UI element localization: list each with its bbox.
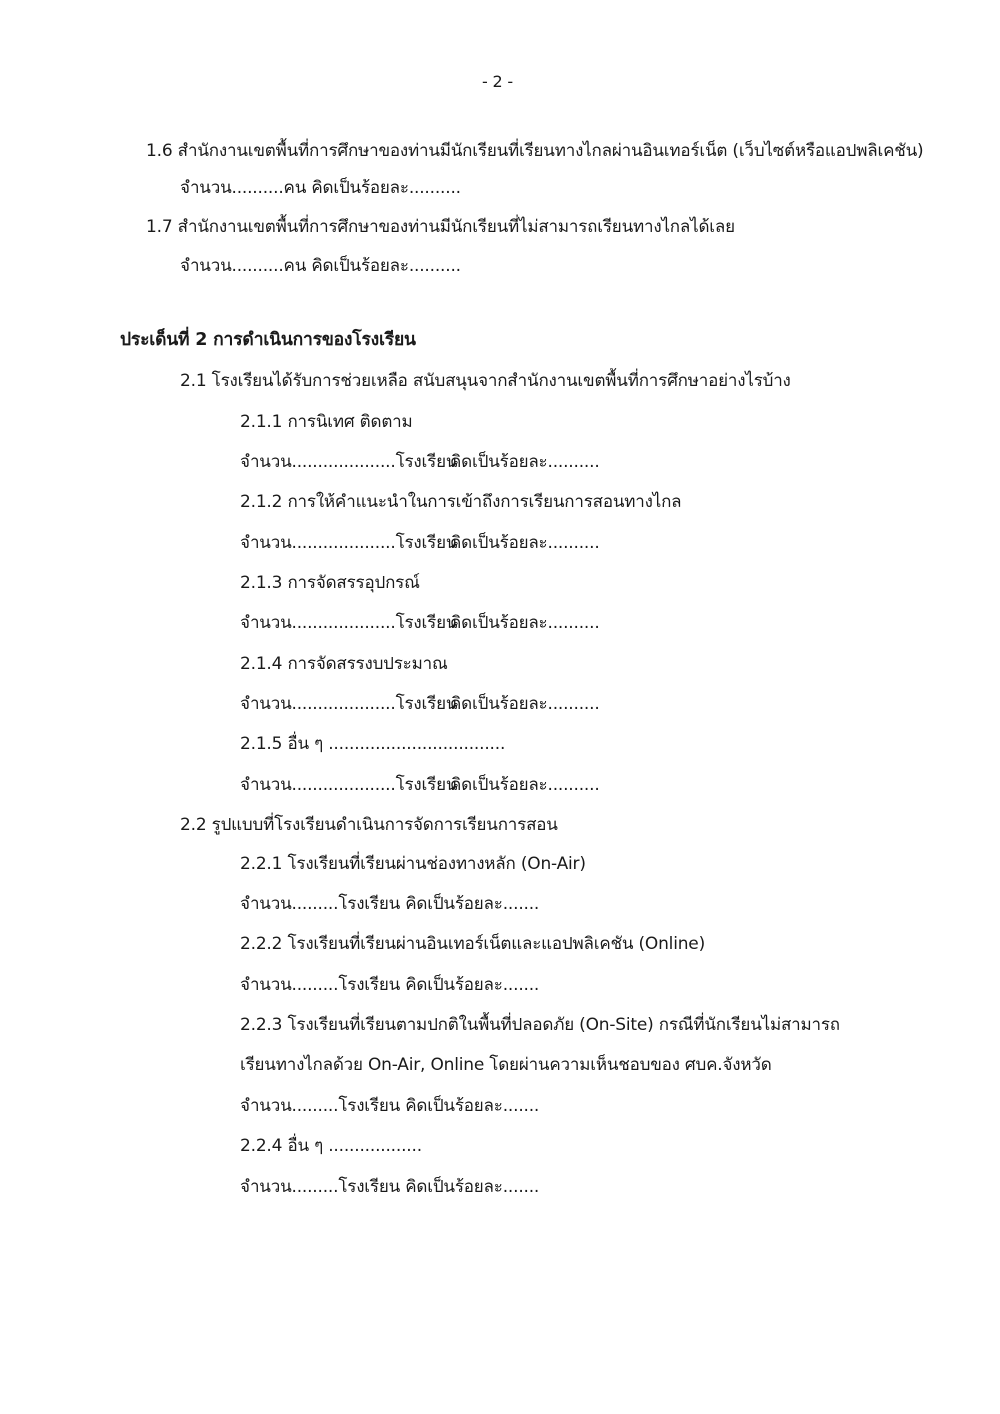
item-2-1-1-percent: คิดเป็นร้อยละ.......... (450, 452, 600, 472)
item-2-1-3-label: 2.1.3 การจัดสรรอุปกรณ์ (240, 573, 420, 593)
item-2-1-1-label: 2.1.1 การนิเทศ ติดตาม (240, 412, 413, 432)
item-2-1-2-count: จำนวน....................โรงเรียน (240, 533, 458, 553)
item-2-1-1-count-row (240, 450, 600, 474)
item-2-1-2-count-row (240, 531, 600, 555)
item-2-1-5-percent: คิดเป็นร้อยละ.......... (450, 775, 600, 795)
item-2-1-4-count-row (240, 692, 600, 716)
item-2-2-3-label-continued: เรียนทางไกลด้วย On-Air, Online โดยผ่านความเห็นชอบของ ศบค.จังหวัด (240, 1055, 772, 1075)
item-2-1-4-count: จำนวน....................โรงเรียน (240, 694, 458, 714)
item-1-6-count: จำนวน..........คน คิดเป็นร้อยละ.......... (180, 178, 461, 198)
item-2-2-2-label: 2.2.2 โรงเรียนที่เรียนผ่านอินเทอร์เน็ตและแอปพลิเคชัน (Online) (240, 934, 705, 954)
question-2-2: 2.2 รูปแบบที่โรงเรียนดำเนินการจัดการเรียนการสอน (180, 815, 558, 835)
section-2-heading: ประเด็นที่ 2 การดำเนินการของโรงเรียน (120, 330, 416, 350)
item-2-2-2-count: จำนวน.........โรงเรียน คิดเป็นร้อยละ....... (240, 975, 540, 995)
item-2-1-2-label: 2.1.2 การให้คำแนะนำในการเข้าถึงการเรียนการสอนทางไกล (240, 492, 682, 512)
item-1-6-text: 1.6 สำนักงานเขตพื้นที่การศึกษาของท่านมีนักเรียนที่เรียนทางไกลผ่านอินเทอร์เน็ต (เว็บไซต์หรือแอปพลิเคชัน) (146, 141, 924, 161)
item-2-2-1-label: 2.2.1 โรงเรียนที่เรียนผ่านช่องทางหลัก (On-Air) (240, 854, 586, 874)
item-2-1-5-count-row (240, 773, 600, 797)
item-2-1-1-count: จำนวน....................โรงเรียน (240, 452, 458, 472)
item-2-1-3-count: จำนวน....................โรงเรียน (240, 613, 458, 633)
item-2-1-3-count-row (240, 611, 600, 635)
item-2-2-4-label: 2.2.4 อื่น ๆ .................. (240, 1136, 422, 1156)
item-2-2-3-label: 2.2.3 โรงเรียนที่เรียนตามปกติในพื้นที่ปลอดภัย (On-Site) กรณีที่นักเรียนไม่สามารถ (240, 1015, 840, 1035)
item-2-1-2-percent: คิดเป็นร้อยละ.......... (450, 533, 600, 553)
item-2-2-3-count: จำนวน.........โรงเรียน คิดเป็นร้อยละ....... (240, 1096, 540, 1116)
item-2-2-4-count: จำนวน.........โรงเรียน คิดเป็นร้อยละ....... (240, 1177, 540, 1197)
item-2-1-3-percent: คิดเป็นร้อยละ.......... (450, 613, 600, 633)
item-1-7-count: จำนวน..........คน คิดเป็นร้อยละ.......... (180, 256, 461, 276)
item-2-1-4-label: 2.1.4 การจัดสรรงบประมาณ (240, 654, 448, 674)
item-2-2-1-count: จำนวน.........โรงเรียน คิดเป็นร้อยละ....... (240, 894, 540, 914)
item-1-7-text: 1.7 สำนักงานเขตพื้นที่การศึกษาของท่านมีนักเรียนที่ไม่สามารถเรียนทางไกลได้เลย (146, 217, 735, 237)
page-number: - 2 - (482, 72, 513, 91)
item-2-1-5-label: 2.1.5 อื่น ๆ .................................. (240, 734, 506, 754)
item-2-1-5-count: จำนวน....................โรงเรียน (240, 775, 458, 795)
question-2-1: 2.1 โรงเรียนได้รับการช่วยเหลือ สนับสนุนจากสำนักงานเขตพื้นที่การศึกษาอย่างไรบ้าง (180, 371, 791, 391)
item-2-1-4-percent: คิดเป็นร้อยละ.......... (450, 694, 600, 714)
